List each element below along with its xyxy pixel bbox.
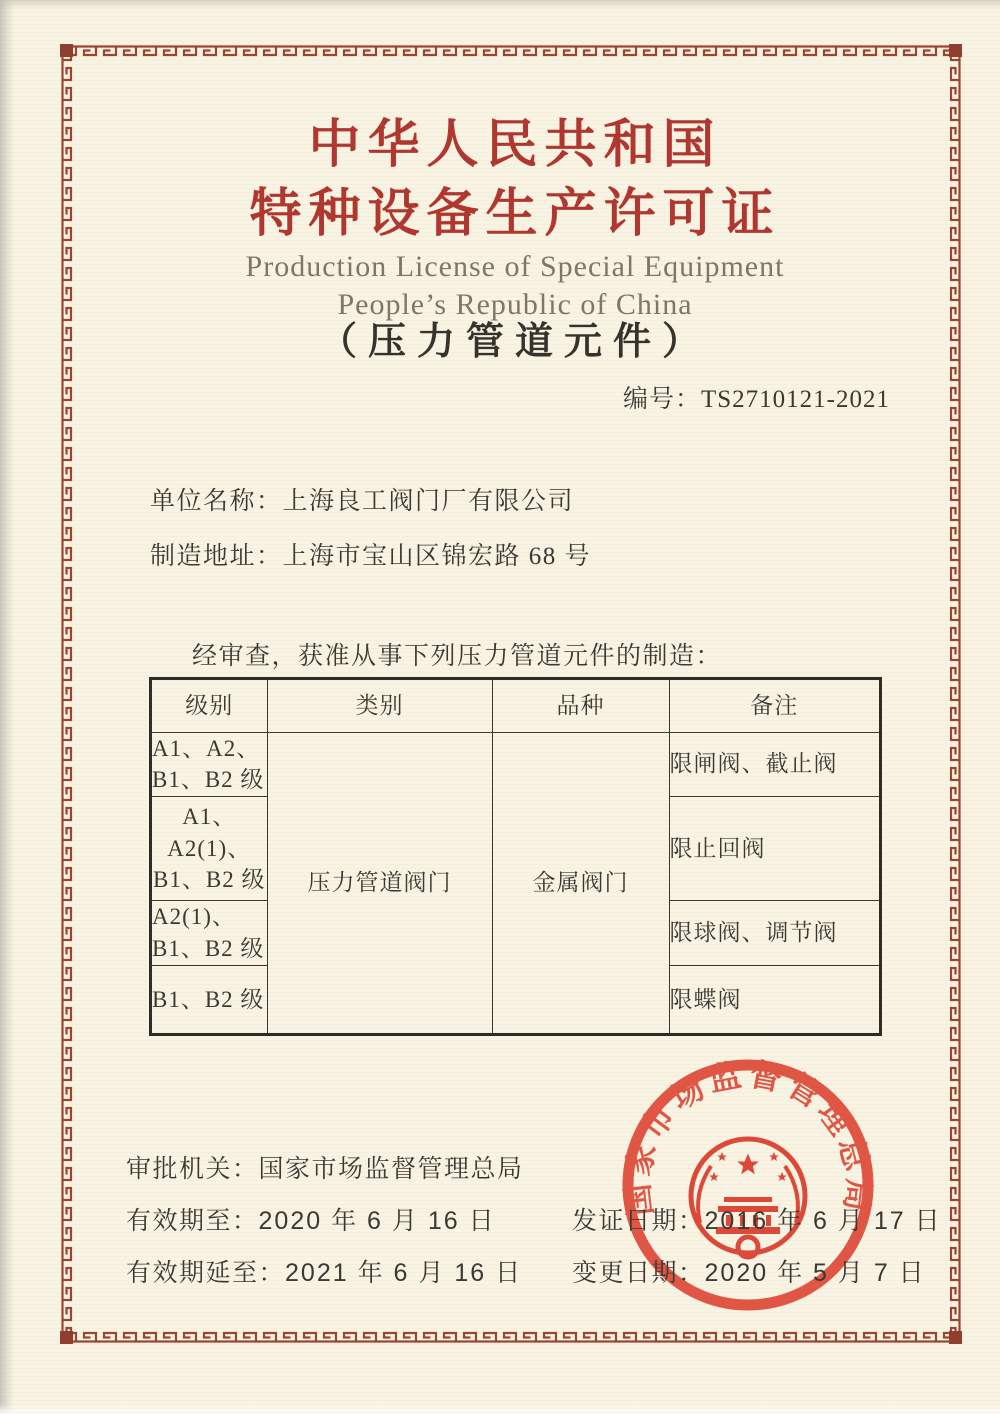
valid-until-line	[126, 1201, 496, 1237]
company-label: 单位名称：	[150, 488, 283, 515]
border-bottom	[60, 1330, 962, 1344]
license-scope-table	[150, 678, 881, 1035]
valid-extended-line	[126, 1253, 522, 1289]
valid-extended-value: 2021 年 6 月 16 日	[285, 1259, 523, 1287]
header-level: 级别	[151, 679, 267, 732]
issue-date-line	[572, 1201, 942, 1237]
border-top	[60, 44, 962, 58]
level-line: B1、B2 级	[152, 986, 265, 1012]
address-label: 制造地址：	[150, 543, 283, 570]
border-corner	[949, 1331, 962, 1344]
remark-cell: 限止回阀	[669, 796, 880, 900]
serial-label: 编号：	[622, 386, 701, 413]
title-en-line1: Production License of Special Equipment	[245, 250, 785, 283]
remark-cell: 限闸阀、截止阀	[669, 732, 880, 796]
authority-line	[126, 1149, 524, 1185]
valid-until-label: 有效期至：	[126, 1208, 259, 1235]
change-date-label: 变更日期：	[572, 1260, 705, 1287]
level-line: B1、B2 级	[152, 767, 265, 793]
remark-cell: 限球阀、调节阀	[669, 900, 880, 965]
scan-edge-bottom	[0, 1403, 1000, 1414]
remark-cell: 限蝶阀	[669, 965, 880, 1034]
seal-arc-text: 国家市场监督管理总局	[618, 1055, 878, 1218]
title-cn-line1: 中华人民共和国	[308, 117, 722, 174]
level-line: A2(1)、	[152, 904, 236, 930]
level-line: A1、A2、	[152, 735, 261, 761]
level-line: A1、	[182, 803, 237, 829]
title-cn-line2: 特种设备生产许可证	[249, 186, 781, 243]
national-emblem-icon	[691, 1139, 805, 1257]
header-category: 类别	[267, 679, 492, 732]
valid-until-value: 2020 年 6 月 16 日	[258, 1207, 496, 1235]
level-cell	[151, 900, 267, 965]
issue-date-value: 2016 年 6 月 17 日	[704, 1207, 942, 1235]
level-cell	[151, 732, 267, 796]
authority-value: 国家市场监督管理总局	[258, 1156, 524, 1183]
serial-value: TS2710121-2021	[701, 386, 890, 413]
header-remark: 备注	[669, 679, 880, 732]
table-row	[151, 732, 880, 796]
scan-edge-top	[0, 0, 1000, 9]
address-value: 上海市宝山区锦宏路 68 号	[282, 543, 592, 570]
border-corner	[949, 44, 962, 57]
category-subtitle: （压力管道元件）	[318, 321, 711, 363]
scan-edge-left	[0, 0, 14, 1414]
table-header-row	[151, 679, 880, 732]
title-en-line2: People’s Republic of China	[337, 288, 693, 321]
change-date-line	[572, 1253, 926, 1289]
category-cell: 压力管道阀门	[267, 732, 492, 1034]
border-corner	[60, 1331, 73, 1344]
level-cell	[151, 796, 267, 900]
border-left	[60, 44, 74, 1344]
level-cell	[151, 965, 267, 1034]
level-line: A2(1)、	[167, 835, 252, 861]
variety-cell: 金属阀门	[492, 732, 669, 1034]
authority-label: 审批机关：	[126, 1156, 259, 1183]
border-right	[948, 44, 962, 1344]
level-line: B1、B2 级	[152, 935, 265, 961]
company-value: 上海良工阀门厂有限公司	[282, 488, 575, 515]
issue-date-label: 发证日期：	[572, 1208, 705, 1235]
level-line: B1、B2 级	[153, 867, 266, 893]
change-date-value: 2020 年 5 月 7 日	[704, 1259, 926, 1287]
header-variety: 品种	[492, 679, 669, 732]
valid-extended-label: 有效期延至：	[126, 1260, 286, 1287]
approval-note: 经审查，获准从事下列压力管道元件的制造：	[192, 643, 723, 670]
border-corner	[60, 44, 73, 57]
